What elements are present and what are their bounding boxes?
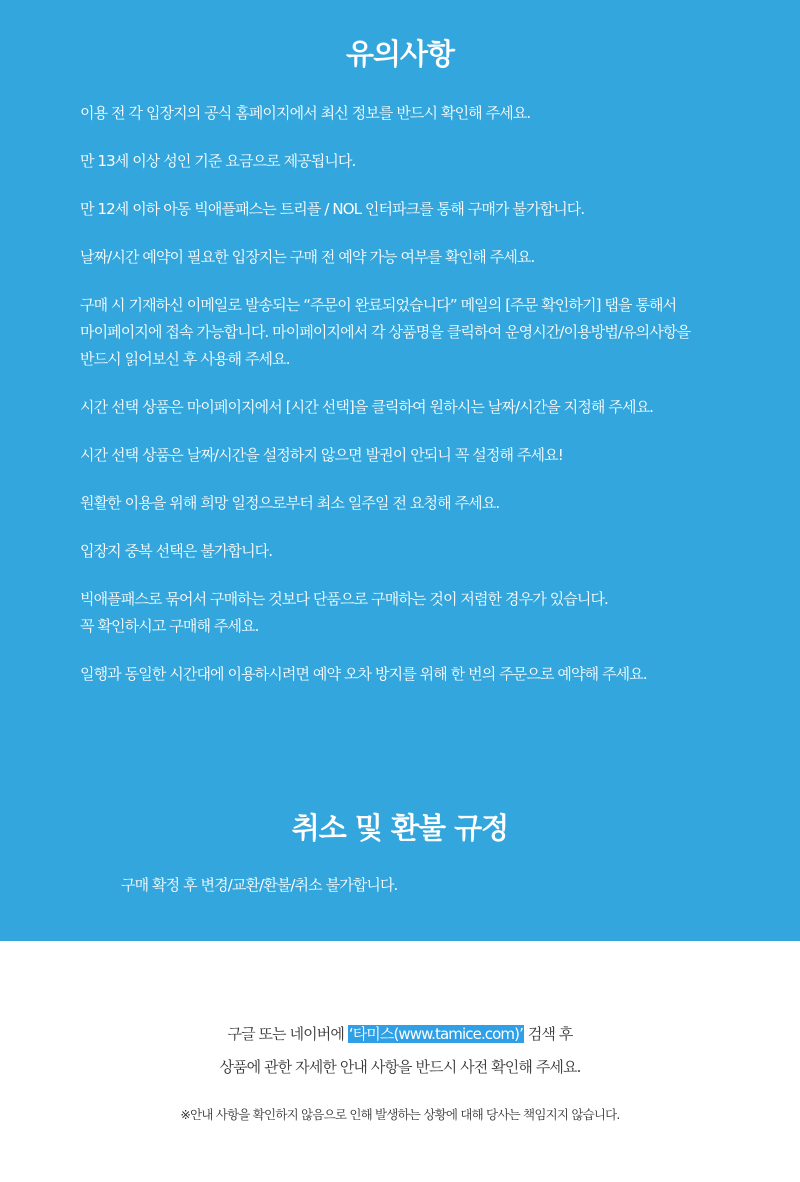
- notice-line: 이용 전 각 입장지의 공식 홈페이지에서 최신 정보를 반드시 확인해 주세요.: [80, 104, 531, 122]
- notice-item: [80, 661, 770, 688]
- site-name-highlight: ‘타미스(www.tamice.com)’: [348, 1025, 523, 1043]
- cancel-policy-text: 구매 확정 후 변경/교환/환불/취소 불가합니다.: [121, 876, 398, 894]
- notice-list: [80, 100, 770, 709]
- disclaimer-note: ※안내 사항을 확인하지 않음으로 인해 발생하는 상황에 대해 당사는 책임지지 않습니다.: [180, 1107, 620, 1122]
- notice-item: [80, 490, 770, 517]
- notice-item: [80, 244, 770, 271]
- notice-line: 입장지 중복 선택은 불가합니다.: [80, 542, 273, 560]
- confirm-guide-line: 상품에 관한 자세한 안내 사항을 반드시 사전 확인해 주세요.: [219, 1058, 581, 1076]
- notice-item: [80, 586, 770, 640]
- notice-item: [80, 442, 770, 469]
- notice-line: 반드시 읽어보신 후 사용해 주세요.: [80, 350, 290, 368]
- cancel-policy-title: 취소 및 환불 규정: [291, 811, 509, 845]
- notice-line: 꼭 확인하시고 구매해 주세요.: [80, 617, 259, 635]
- notice-line: 원활한 이용을 위해 희망 일정으로부터 최소 일주일 전 요청해 주세요.: [80, 494, 500, 512]
- search-guide-prefix: 구글 또는 네이버에: [227, 1025, 348, 1043]
- notice-line: 일행과 동일한 시간대에 이용하시려면 예약 오차 방지를 위해 한 번의 주문으로 예약해 주세요.: [80, 665, 647, 683]
- notice-item: [80, 100, 770, 127]
- notice-line: 만 12세 이하 아동 빅애플패스는 트리플 / NOL 인터파크를 통해 구매가 불가합니다.: [80, 200, 585, 218]
- notice-line: 마이페이지에 접속 가능합니다. 마이페이지에서 각 상품명을 클릭하여 운영시간/이용방법/유의사항을: [80, 323, 691, 341]
- notice-item: [80, 196, 770, 223]
- notice-line: 시간 선택 상품은 마이페이지에서 [시간 선택]을 클릭하여 원하시는 날짜/시간을 지정해 주세요.: [80, 398, 654, 416]
- notice-title: 유의사항: [345, 37, 455, 71]
- notice-item: [80, 538, 770, 565]
- notice-line: 시간 선택 상품은 날짜/시간을 설정하지 않으면 발권이 안되니 꼭 설정해 주세요!: [80, 446, 563, 464]
- notice-line: 만 13세 이상 성인 기준 요금으로 제공됩니다.: [80, 152, 356, 170]
- search-guide-line: [0, 1023, 800, 1044]
- notice-line: 빅애플패스로 묶어서 구매하는 것보다 단품으로 구매하는 것이 저렴한 경우가 있습니다.: [80, 590, 608, 608]
- search-guide-suffix: 검색 후: [523, 1025, 573, 1043]
- footer-section: [0, 941, 800, 1182]
- notice-line: 날짜/시간 예약이 필요한 입장지는 구매 전 예약 가능 여부를 확인해 주세요.: [80, 248, 535, 266]
- notice-item: [80, 292, 770, 373]
- notice-item: [80, 394, 770, 421]
- notice-line: 구매 시 기재하신 이메일로 발송되는 “주문이 완료되었습니다” 메일의 [주문 확인하기] 탭을 통해서: [80, 296, 677, 314]
- notice-item: [80, 148, 770, 175]
